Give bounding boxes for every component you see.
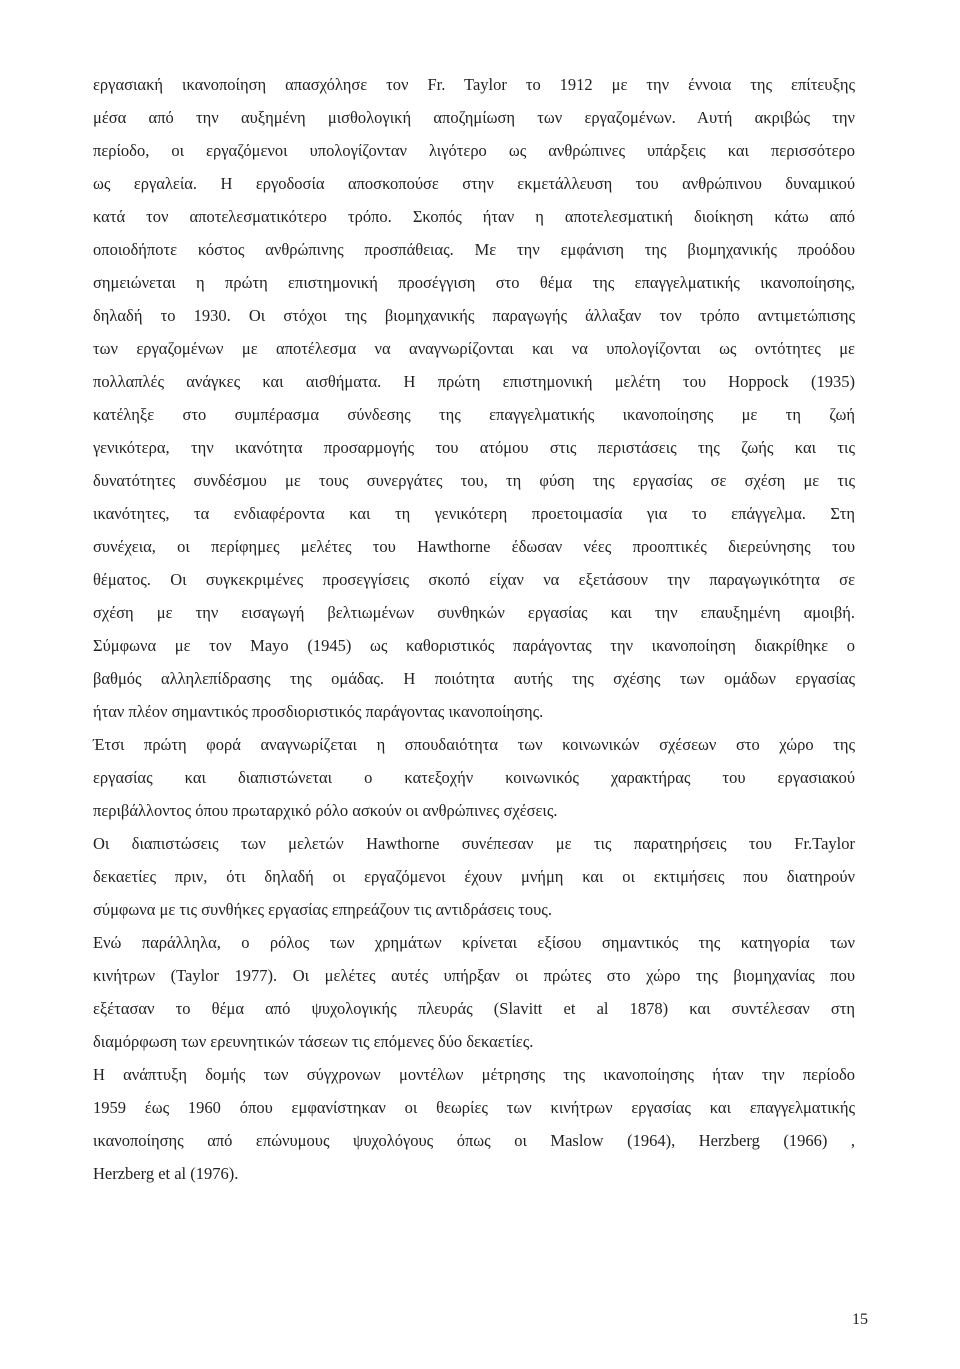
text-line: δυνατότητες συνδέσμου με τους συνεργάτες του, τη φύση της εργασίας σε σχέση με τις [93,471,855,490]
text-line: Σύμφωνα με τον Mayo (1945) ως καθοριστικός παράγοντας την ικανοποίηση διακρίθηκε ο [93,636,855,655]
text-line: δεκαετίες πριν, ότι δηλαδή οι εργαζόμενοι έχουν μνήμη και οι εκτιμήσεις που διατηρούν [93,867,855,886]
text-line: ικανοποίησης από επώνυμους ψυχολόγους όπως οι Maslow (1964), Herzberg (1966) , [93,1131,855,1150]
text-line: εργασιακή ικανοποίηση απασχόλησε τον Fr. Taylor το 1912 με την έννοια της επίτευξης [93,75,855,94]
text-line: περιβάλλοντος όπου πρωταρχικό ρόλο ασκούν οι ανθρώπινες σχέσεις. [93,801,558,820]
text-line: 1959 έως 1960 όπου εμφανίστηκαν οι θεωρίες των κινήτρων εργασίας και επαγγελματικής [93,1098,855,1117]
page-number: 15 [852,1311,868,1328]
text-line: συνέχεια, οι περίφημες μελέτες του Hawthorne έδωσαν νέες προοπτικές διερεύνησης του [93,537,855,556]
text-line: βαθμός αλληλεπίδρασης της ομάδας. Η ποιότητα αυτής της σχέσης των ομάδων εργασίας [93,669,855,688]
text-line: κινήτρων (Taylor 1977). Οι μελέτες αυτές υπήρξαν οι πρώτες στο χώρο της βιομηχανίας που [93,966,855,985]
text-line: ως εργαλεία. Η εργοδοσία αποσκοπούσε στην εκμετάλλευση του ανθρώπινου δυναμικού [93,174,855,193]
text-line: σημειώνεται η πρώτη επιστημονική προσέγγιση στο θέμα της επαγγελματικής ικανοποίησης, [93,273,855,292]
text-line: διαμόρφωση των ερευνητικών τάσεων τις επόμενες δύο δεκαετίες. [93,1032,534,1051]
text-line: θέματος. Οι συγκεκριμένες προσεγγίσεις σκοπό είχαν να εξετάσουν την παραγωγικότητα σε [93,570,855,589]
text-line: Ενώ παράλληλα, ο ρόλος των χρημάτων κρίνεται εξίσου σημαντικός της κατηγορία των [93,933,855,952]
text-line: Έτσι πρώτη φορά αναγνωρίζεται η σπουδαιότητα των κοινωνικών σχέσεων στο χώρο της [93,735,855,754]
text-line: εξέτασαν το θέμα από ψυχολογικής πλευράς (Slavitt et al 1878) και συντέλεσαν στη [93,999,855,1018]
text-line: δηλαδή το 1930. Οι στόχοι της βιομηχανικής παραγωγής άλλαξαν τον τρόπο αντιμετώπισης [93,306,855,325]
text-line: γενικότερα, την ικανότητα προσαρμογής του ατόμου στις περιστάσεις της ζωής και τις [93,438,855,457]
text-line: των εργαζομένων με αποτέλεσμα να αναγνωρίζονται και να υπολογίζονται ως οντότητες με [93,339,855,358]
text-line: σχέση με την εισαγωγή βελτιωμένων συνθηκών εργασίας και την επαυξημένη αμοιβή. [93,603,855,622]
text-line: μέσα από την αυξημένη μισθολογική αποζημίωση των εργαζομένων. Αυτή ακριβώς την [93,108,855,127]
text-line: Η ανάπτυξη δομής των σύγχρονων μοντέλων μέτρησης της ικανοποίησης ήταν την περίοδο [93,1065,855,1084]
text-line: κατέληξε στο συμπέρασμα σύνδεσης της επαγγελματικής ικανοποίησης με τη ζωή [93,405,855,424]
text-line: εργασίας και διαπιστώνεται ο κατεξοχήν κοινωνικός χαρακτήρας του εργασιακού [93,768,855,787]
text-line: ήταν πλέον σημαντικός προσδιοριστικός παράγοντας ικανοποίησης. [93,702,544,721]
text-line: Οι διαπιστώσεις των μελετών Hawthorne συνέπεσαν με τις παρατηρήσεις του Fr.Taylor [93,834,855,853]
text-line: Herzberg et al (1976). [93,1164,239,1183]
text-line: σύμφωνα με τις συνθήκες εργασίας επηρεάζουν τις αντιδράσεις τους. [93,900,552,919]
text-line: κατά τον αποτελεσματικότερο τρόπο. Σκοπός ήταν η αποτελεσματική διοίκηση κάτω από [93,207,855,226]
text-line: ικανότητες, τα ενδιαφέροντα και τη γενικότερη προετοιμασία για το επάγγελμα. Στη [93,504,855,523]
text-line: περίοδο, οι εργαζόμενοι υπολογίζονταν λιγότερο ως ανθρώπινες υπάρξεις και περισσότερο [93,141,855,160]
text-line: πολλαπλές ανάγκες και αισθήματα. Η πρώτη επιστημονική μελέτη του Hoppock (1935) [93,372,855,391]
text-line: οποιοδήποτε κόστος ανθρώπινης προσπάθειας. Με την εμφάνιση της βιομηχανικής προόδου [93,240,855,259]
